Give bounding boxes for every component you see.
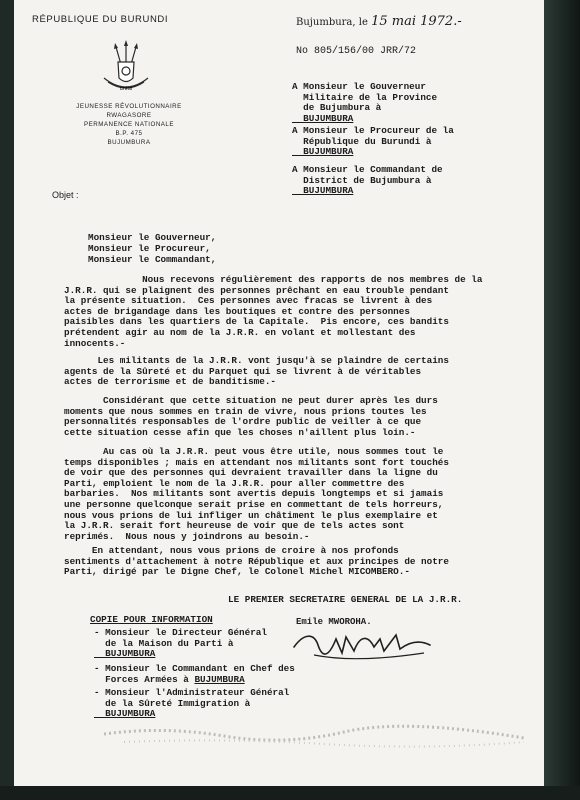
scan-bottom-edge (0, 786, 580, 800)
paragraph-4: Au cas où la J.R.R. peut vous être utile, nous sommes tout le temps disponibles ; mais en attendant nos militants sont fort touchés de voir que des personnes qui devraient travailler dans la ligne du Parti, emploient le nom de la J.R.R. pour aller commettre des barbaries. Nos militants sont avertis depuis longtemps et si jamais une personne quelconque serait prise en commettant de tels horreurs, nous vous prions de lui infliger un châtiment le plus exemplaire et la J.R.R. serait fort heureuse de voir que de tels actes sont reprimés. Nous nous y joindrons au besoin.- (64, 446, 449, 542)
place-date (296, 14, 462, 29)
recipient-governor: A Monsieur le Gouverneur Militaire de la Province de Bujumbura à BUJUMBURA (292, 81, 438, 124)
paragraph-1: Nous recevons régulièrement des rapports de nos membres de la J.R.R. qui se plaignent des personnes prêchant en eau trouble pendant la présente situation. Ces personnes avec fracas se livrent à des actes de brigandage dans les boutiques et contre des personnes paisibles dans les quartiers de la Capitale. Pis encore, ces bandits prétendent agir au nom de la J.R.R. en volant et mollestant des innocents.- (64, 274, 483, 349)
reference-number: No 805/156/00 JRR/72 (296, 46, 417, 57)
republic-heading: RÉPUBLIQUE DU BURUNDI (32, 14, 169, 25)
paragraph-2: Les militants de la J.R.R. vont jusqu'à se plaindre de certains agents de la Sûreté et du Parquet qui se livrent à de véritables actes de terrorisme et de banditisme.- (64, 355, 449, 388)
scan-edge (544, 0, 580, 800)
org-line: PERMANENCE NATIONALE (84, 121, 174, 128)
burundi-emblem-icon (98, 38, 154, 98)
letter-date: 15 mai 1972.- (371, 14, 462, 29)
signer-name: Emile MWOROHA. (296, 617, 372, 627)
org-line: BUJUMBURA (107, 139, 151, 146)
recipient-commandant: A Monsieur le Commandant de District de Bujumbura à BUJUMBURA (292, 164, 443, 196)
salutation: Monsieur le Gouverneur, Monsieur le Procureur, Monsieur le Commandant, (88, 232, 217, 265)
paragraph-5: En attendant, nous vous prions de croire à nos profonds sentiments d'attachement à notre République et aux principes de notre Parti, dirigé par le Digne Chef, le Colonel Michel MICOMBERO.- (64, 545, 449, 578)
organization-block (24, 102, 234, 147)
recipient-prosecutor: A Monsieur le Procureur de la République du Burundi à BUJUMBURA (292, 125, 454, 157)
place-label: Bujumbura, le (296, 17, 368, 28)
copy-recipient: - Monsieur le Directeur Général de la Maison du Parti à BUJUMBURA (94, 627, 267, 659)
handwritten-signature-icon (284, 625, 434, 665)
emblem-motto: unité (119, 86, 133, 92)
org-line: RWAGASORE (106, 112, 152, 119)
letter-page (14, 0, 544, 790)
scan-smudge (104, 712, 524, 752)
paragraph-3: Considérant que cette situation ne peut durer après les durs moments que nous sommes en train de vivre, nous prions toutes les personnalités responsables de l'ordre public de veiller à ce que cette situation cesse afin que les choses n'aillent plus loin.- (64, 395, 438, 438)
copie-title: COPIE POUR INFORMATION (90, 614, 213, 625)
copy-recipient: - Monsieur l'Administrateur Général de la Sûreté Immigration à BUJUMBURA (94, 687, 290, 719)
copy-recipient: - Monsieur le Commandant en Chef des Forces Armées à BUJUMBURA (94, 663, 295, 685)
org-line: JEUNESSE RÉVOLUTIONNAIRE (76, 103, 182, 110)
org-line: B.P. 475 (115, 130, 143, 137)
objet-label: Objet : (52, 190, 79, 200)
signer-title: LE PREMIER SECRETAIRE GENERAL DE LA J.R.R. (228, 594, 463, 605)
